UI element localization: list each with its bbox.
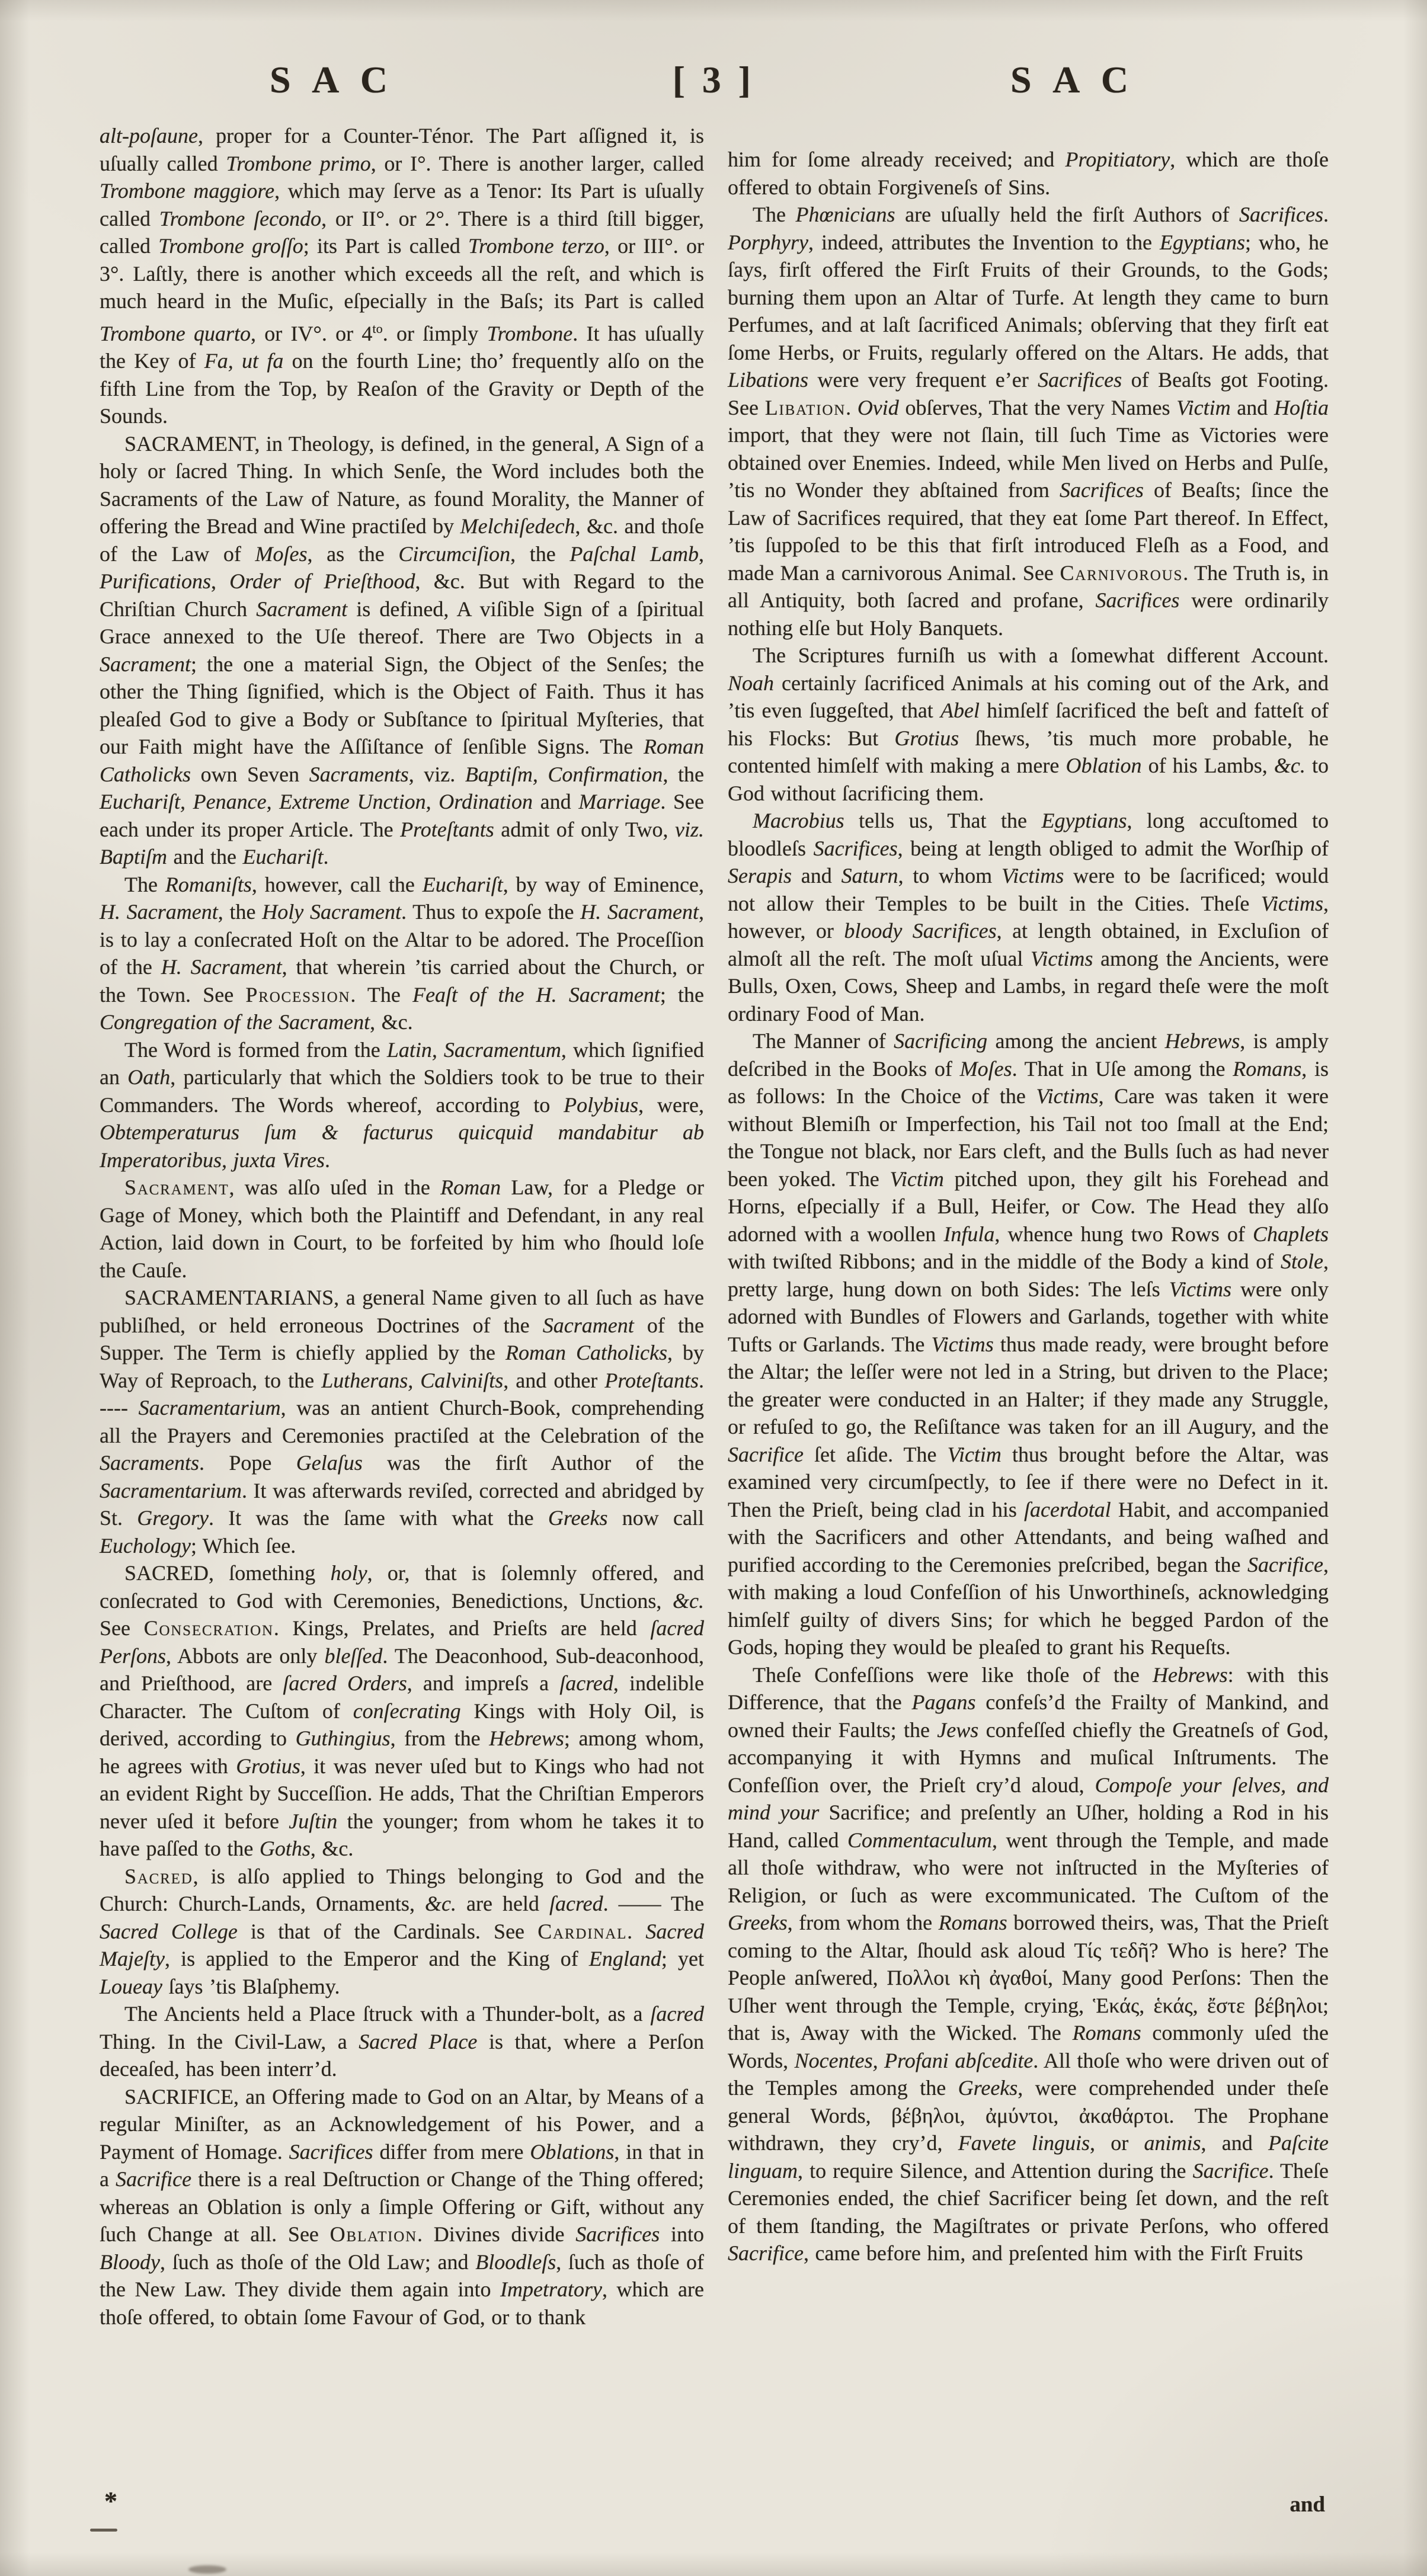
paragraph: SACRIFICE, an Offering made to God on an Altar, by Means of a regular Miniſter, as an Acknowledgement of his Power, and a Payment of Homage. Sacrifices differ from mere Oblations, in that in a Sacrifice there is a real Deſtruction or Change of the Thing offered; whereas an Oblation is only a ſimple Offering or Gift, without any ſuch Change at all. See Oblation. Divines divide Sacrifices into Bloody, ſuch as thoſe of the Old Law; and Bloodleſs, ſuch as thoſe of the New Law. They divide them again into Impetratory, which are thoſe offered, to obtain ſome Favour of God, or to thank [100,2084,704,2329]
paragraph: SACRED, ſomething holy, or, that is ſolemnly offered, and conſecrated to God with Ceremonies, Benedictions, Unctions, &c. See Consecration. Kings, Prelates, and Prieſts are held ſacred Perſons, Abbots are only bleſſed. The Deaconhood, Sub-deaconhood, and Prieſthood, are ſacred Orders, and impreſs a ſacred, indelible Character. The Cuſtom of conſecrating Kings with Holy Oil, is derived, according to Guthingius, from the Hebrews; among whom, he agrees with Grotius, it was never uſed but to Kings who had not an evident Right by Succeſſion. He adds, That the Chriſtian Emperors never uſed it before Juſtin the younger; from whom he takes it to have paſſed to the Goths, &c. [100,1561,704,1860]
paragraph: Sacred, is alſo applied to Things belonging to God and the Church: Church-Lands, Ornaments, &c. are held ſacred. —— The Sacred College is that of the Cardinals. See Cardinal. Sacred Majeſty, is applied to the Emperor and the King of England; yet Loueay ſays ’tis Blaſphemy. [100,1864,705,1998]
text-column-left [100,122,704,2331]
signature-dash-mark [90,2529,117,2532]
paragraph: him for ſome already received; and Propitiatory, which are thoſe offered to obtain Forgiveneſs of Sins. [728,148,1329,199]
catchword: and [1290,2492,1325,2517]
text-column-right [728,146,1329,2267]
paragraph: alt-poſaune, proper for a Counter-Ténor. The Part aſſigned it, is uſually called Trombone primo, or I°. There is another larger, called Trombone maggiore, which may ſerve as a Tenor: Its Part is uſually called Trombone ſecondo, or II°. or 2°. There is a third ſtill bigger, called Trombone groſſo; its Part is called Trombone terzo, or III°. or 3°. Laſtly, there is another which exceeds all the reſt, and which is much heard in the Muſic, eſpecially in the Baſs; its Part is called Trombone quarto, or IV°. or $4^{to}$. or ſimply Trombone. It has uſually the Key of Fa, ut fa on the fourth Line; tho’ frequently alſo on the fifth Line from the Top, by Reaſon of the Gravity or Depth of the Sounds. [100,124,705,428]
running-title-right: S A C [1010,59,1135,101]
paragraph: The Scriptures furniſh us with a ſomewhat different Account. Noah certainly ſacrificed Animals at his coming out of the Ark, and ’tis even ſuggeſted, that Abel himſelf ſacrificed the beſt and fatteſt of his Flocks: But Grotius ſhews, ’tis much more probable, he contented himſelf with making a mere Oblation of his Lambs, &c. to God without ſacrificing them. [728,643,1329,805]
paragraph: The Phœnicians are uſually held the firſt Authors of Sacrifices. Porphyry, indeed, attributes the Invention to the Egyptians; who, he ſays, firſt offered the Firſt Fruits of their Grounds, to the Gods; burning them upon an Altar of Turfe. At length they came to burn Perfumes, and at laſt ſacrificed Animals; obſerving that they firſt eat ſome Herbs, or Fruits, regularly offered on the Altars. He adds, that Libations were very frequent e’er Sacrifices of Beaſts got Footing. See Libation. Ovid obſerves, That the very Names Victim and Hoſtia import, that they were not ſlain, till ſuch Time as Victories were obtained over Enemies. Indeed, while Men lived on Herbs and Pulſe, ’tis no Wonder they abſtained from Sacrifices of Beaſts; ſince the Law of Sacrifices required, that they eat ſome Part thereof. In Effect, ’tis ſuppoſed to be this that firſt introduced Fleſh as a Food, and made Man a carnivorous Animal. See Carnivorous. The Truth is, in all Antiquity, both ſacred and profane, Sacrifices were ordinarily nothing elſe but Holy Banquets. [728,203,1329,640]
running-head [0,58,1427,123]
paragraph: Macrobius tells us, That the Egyptians, long accuſtomed to bloodleſs Sacrifices, being at length obliged to admit the Worſhip of Serapis and Saturn, to whom Victims were to be ſacrificed; would not allow their Temples to be built in the Cities. Theſe Victims, however, or bloody Sacrifices, at length obtained, in Excluſion of almoſt all the reſt. The moſt uſual Victims among the Ancients, were Bulls, Oxen, Cows, Sheep and Lambs, in regard theſe were the moſt ordinary Food of Man. [728,809,1329,1026]
paragraph: The Word is formed from the Latin, Sacramentum, which ſignified an Oath, particularly that which the Soldiers took to be true to their Commanders. The Words whereof, according to Polybius, were, Obtemperaturus ſum & facturus quicquid mandabitur ab Imperatoribus, juxta Vires. [100,1037,704,1172]
running-title-left: S A C [270,59,395,101]
signature-mark: * [104,2487,117,2516]
paragraph: The Ancients held a Place ſtruck with a Thunder-bolt, as a ſacred Thing. In the Civil-Law, a Sacred Place is that, where a Perſon deceaſed, has been interr’d. [100,2002,705,2081]
page-number: [ 3 ] [672,59,755,101]
scan-smudge [188,2565,226,2574]
paragraph: The Manner of Sacrificing among the ancient Hebrews, is amply deſcribed in the Books of Moſes. That in Uſe among the Romans, is as follows: In the Choice of the Victims, Care was taken it were without Blemiſh or Imperfection, his Tail not too ſmall at the End; the Tongue not black, nor Ears cleft, and the Bulls ſuch as had never been yoked. The Victim pitched upon, they gilt his Forehead and Horns, eſpecially if a Bull, Heifer, or Cow. The Head they alſo adorned with a woollen Infula, whence hung two Rows of Chaplets with twiſted Ribbons; and in the middle of the Body a kind of Stole, pretty large, hung down on both Sides: The leſs Victims were only adorned with Bundles of Flowers and Garlands, together with white Tufts or Garlands. The Victims thus made ready, were brought before the Altar; the leſſer were not led in a String, but driven to the Place; the greater were conducted in an Halter; if they made any Struggle, or refuſed to go, the Reſiſtance was taken for an ill Augury, and the Sacrifice ſet aſide. The Victim thus brought before the Altar, was examined very circumſpectly, to ſee if there were no Defect in it. Then the Prieſt, being clad in his ſacerdotal Habit, and accompanied with the Sacrificers and other Attendants, and being waſhed and purified according to the Ceremonies preſcribed, began the Sacrifice, with making a loud Confeſſion of his Unworthineſs, acknowledging himſelf guilty of divers Sins; for which he begged Pardon of the Gods, hoping they would be pleaſed to grant his Requeſts. [728,1029,1329,1659]
paragraph: SACRAMENTARIANS, a general Name given to all ſuch as have publiſhed, or held erroneous Doctrines of the Sacrament of the Supper. The Term is chiefly applied by the Roman Catholicks, by Way of Reproach, to the Lutherans, Calviniſts, and other Proteſtants. ---- Sacramentarium, was an antient Church-Book, comprehending all the Prayers and Ceremonies practiſed at the Celebration of the Sacraments. Pope Gelaſus was the firſt Author of the Sacramentarium. It was afterwards reviſed, corrected and abridged by St. Gregory. It was the ſame with what the Greeks now call Euchology; Which ſee. [100,1286,705,1558]
paragraph: The Romaniſts, however, call the Euchariſt, by way of Eminence, H. Sacrament, the Holy Sacrament. Thus to expoſe the H. Sacrament, is to lay a conſecrated Hoſt on the Altar to be adored. The Proceſſion of the H. Sacrament, that wherein ’tis carried about the Church, or the Town. See Procession. The Feaſt of the H. Sacrament; the Congregation of the Sacrament, &c. [100,872,705,1034]
paragraph: Theſe Confeſſions were like thoſe of the Hebrews: with this Difference, that the Pagans confeſs’d the Frailty of Mankind, and owned their Faults; the Jews confeſſed chiefly the Greatneſs of God, accompanying it with Hymns and muſical Inſtruments. The Confeſſion over, the Prieſt cry’d aloud, Compoſe your ſelves, and mind your Sacrifice; and preſently an Uſher, holding a Rod in his Hand, called Commentaculum, went through the Temple, and made all thoſe withdraw, who were not inſtructed in the Myſteries of Religion, or ſuch as were excommunicated. The Cuſtom of the Greeks, from whom the Romans borrowed theirs, was, That the Prieſt coming to the Altar, ſhould ask aloud Τίς τεδῆ? Who is here? The People anſwered, Πολλοι κὴ ἀγαθοί, Many good Perſons: Then the Uſher went through the Temple, crying, Ἑκάς, ἑκάς, ἔστε βέβηλοι; that is, Away with the Wicked. The Romans commonly uſed the Words, Nocentes, Profani abſcedite. All thoſe who were driven out of the Temples among the Greeks, were comprehended under theſe general Words, βέβηλοι, ἀμύντοι, ἀκαθάρτοι. The Prophane withdrawn, they cry’d, Favete linguis, or animis, and Paſcite linguam, to require Silence, and Attention during the Sacrifice. Theſe Ceremonies ended, the chief Sacrificer being ſet down, and the reſt of them ſtanding, the Magiſtrates or private Perſons, who offered Sacrifice, came before him, and preſented him with the Firſt Fruits [728,1662,1329,2265]
paragraph: Sacrament, was alſo uſed in the Roman Law, for a Pledge or Gage of Money, which both the Plaintiff and Defendant, in any real Action, laid down in Court, to be forfeited by him who ſhould loſe the Cauſe. [100,1175,704,1282]
paragraph: SACRAMENT, in Theology, is defined, in the general, A Sign of a holy or ſacred Thing. In which Senſe, the Word includes both the Sacraments of the Law of Nature, as found Morality, the Manner of offering the Bread and Wine practiſed by Melchiſedech, &c. and thoſe of the Law of Moſes, as the Circumciſion, the Paſchal Lamb, Purifications, Order of Prieſthood, &c. But with Regard to the Chriſtian Church Sacrament is defined, A viſible Sign of a ſpiritual Grace annexed to the Uſe thereof. There are Two Objects in a Sacrament; the one a material Sign, the Object of the Senſes; the other the Thing ſignified, which is the Object of Faith. Thus it has pleaſed God to give a Body or Subſtance to ſpiritual Myſteries, that our Faith might have the Aſſiſtance of ſenſible Signs. The Roman Catholicks own Seven Sacraments, viz. Baptiſm, Confirmation, the Euchariſt, Penance, Extreme Unction, Ordination and Marriage. See each under its proper Article. The Proteſtants admit of only Two, viz. Baptiſm and the Euchariſt. [100,431,705,869]
